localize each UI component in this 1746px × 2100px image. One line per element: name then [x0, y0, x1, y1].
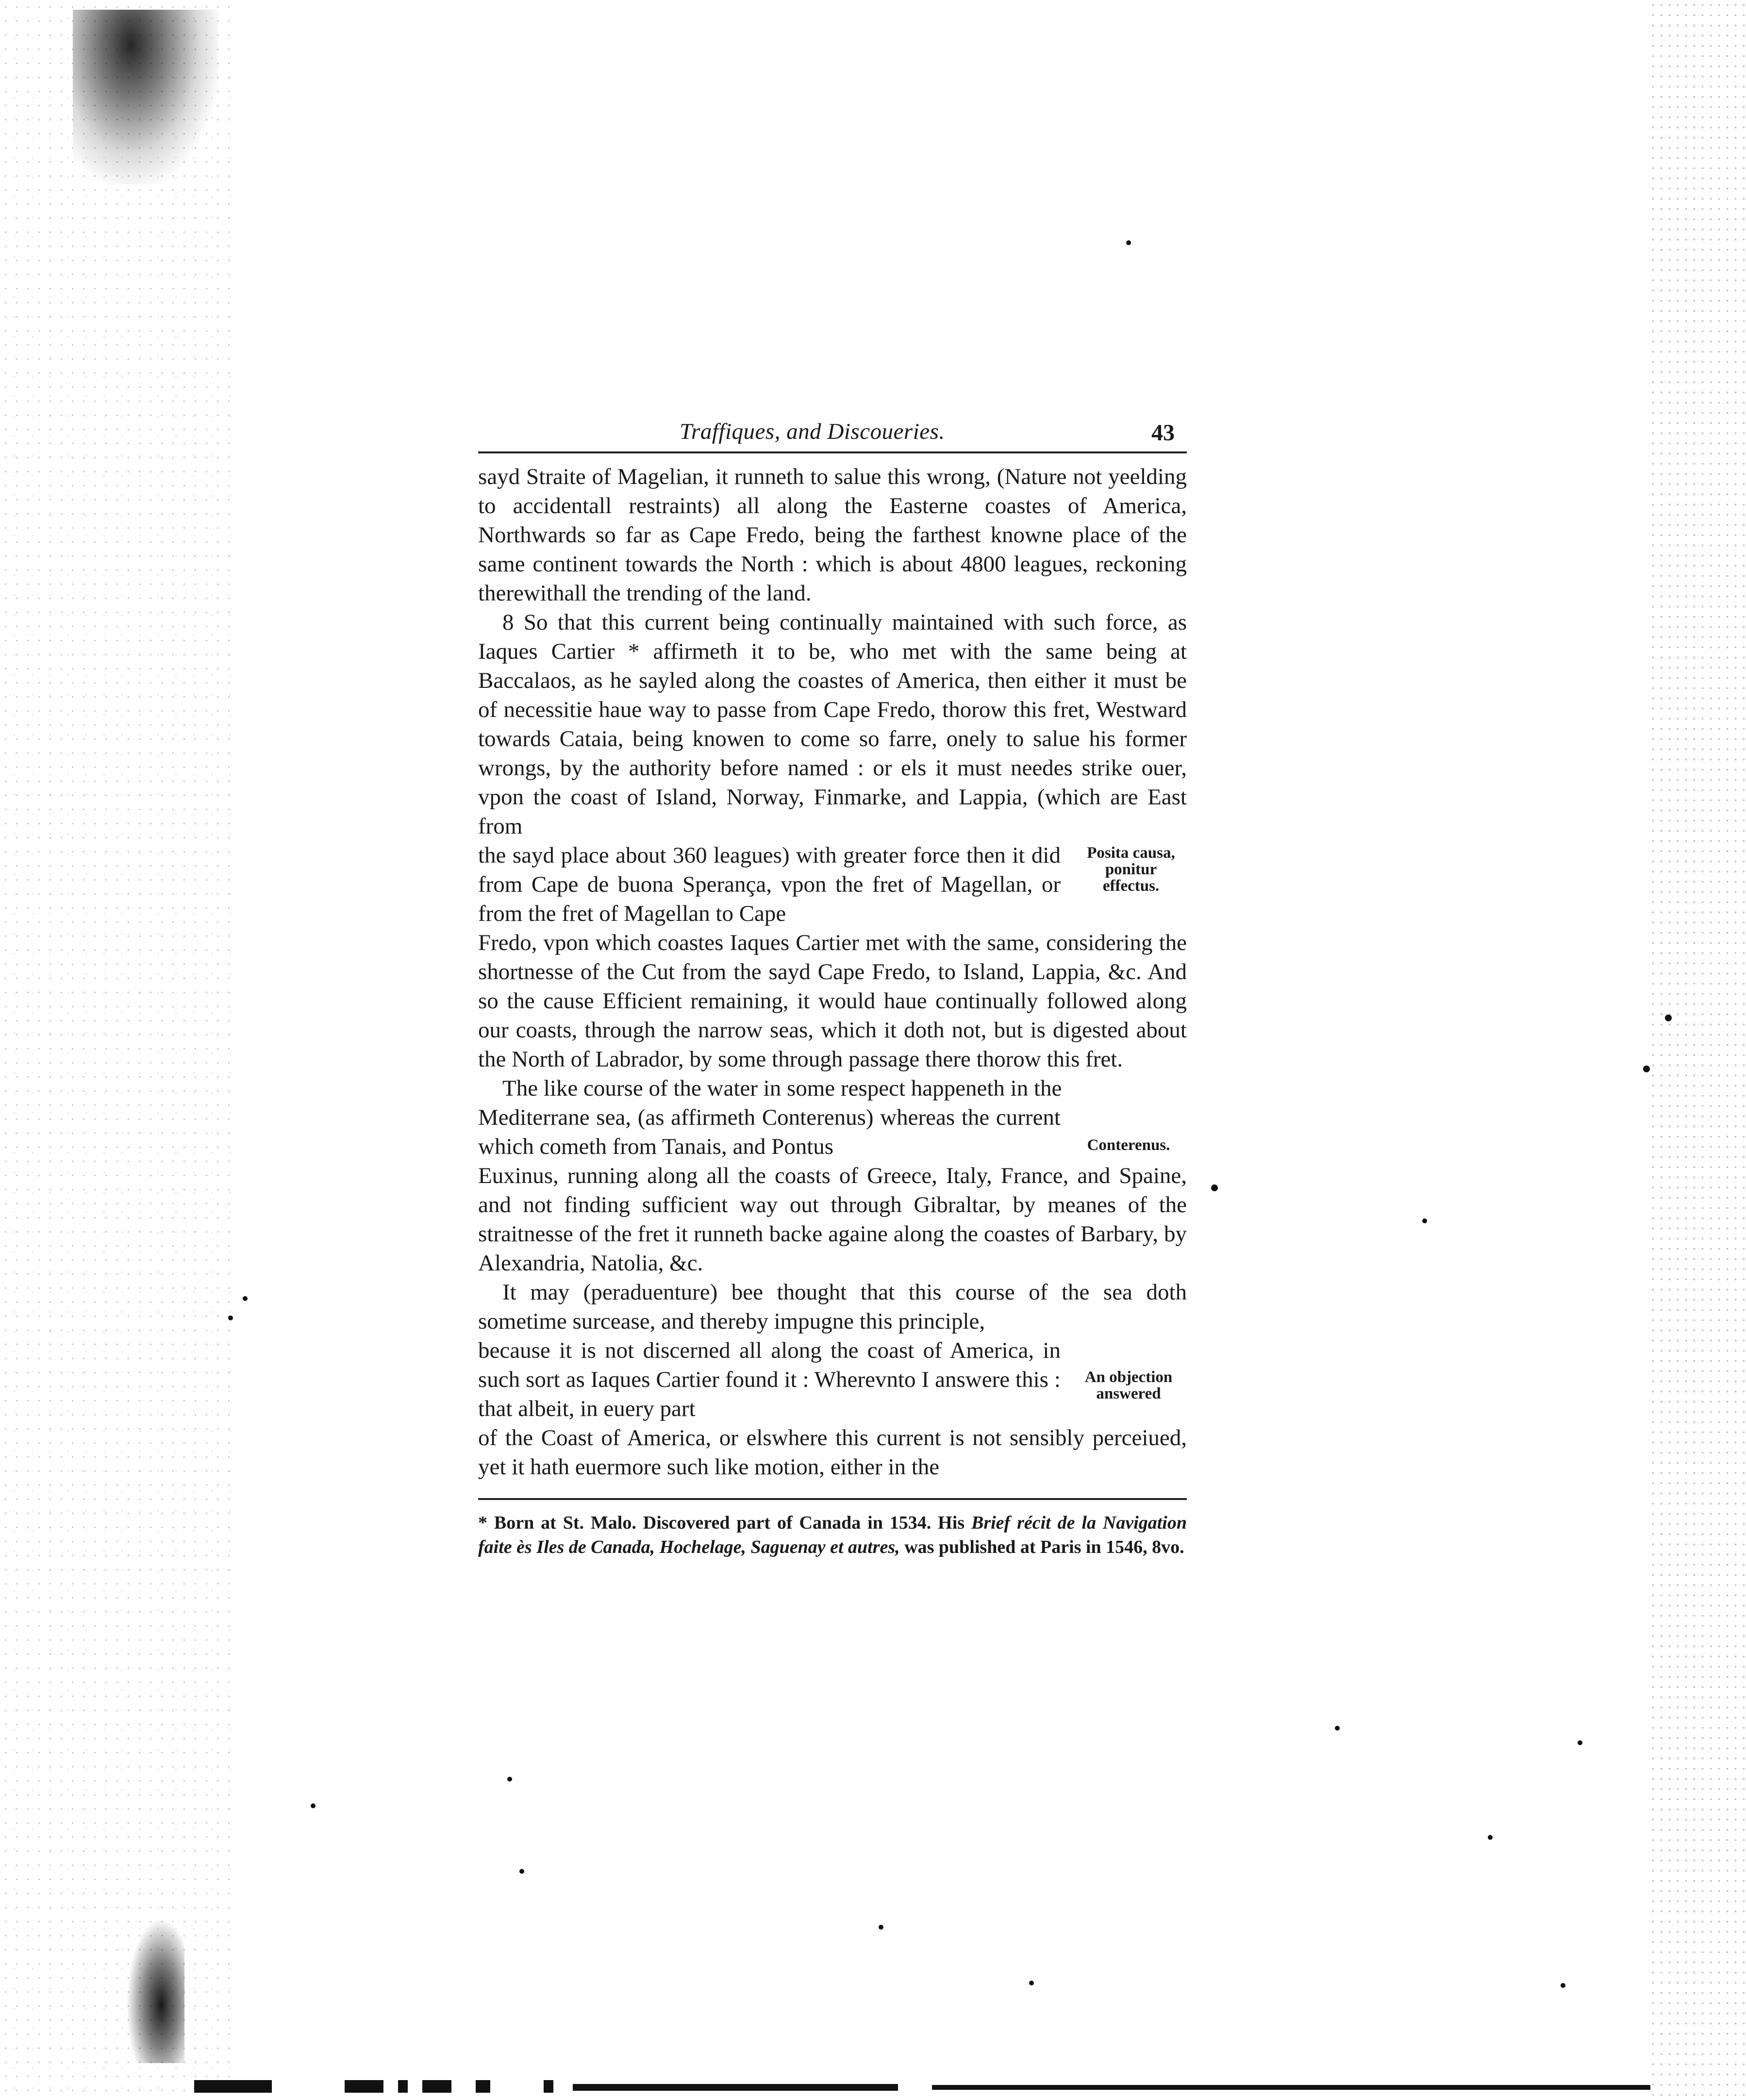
speck — [1211, 1184, 1218, 1191]
scan-smudge-bottom-left — [126, 1917, 184, 2063]
speck — [879, 1925, 883, 1930]
body-text — [478, 462, 1187, 1482]
speck — [311, 1803, 316, 1808]
side-note-line: Posita causa, — [1087, 844, 1175, 862]
paragraph-8: 8 So that this current being continually maintained with such force, as Iaques Cartier * affirmeth it to be, who met with the same being at Baccalaos, as he sayled along the coastes of America, then either it must be of necessitie haue way to passe from Cape Fredo, thorow this fret, Westward towards Cataia, being knowen to come so farre, onely to salue his former wrongs, by the authority before named : or els it must needes strike ouer, vpon the coast of Island, Norway, Finmarke, and Lappia, (which are East from — [478, 610, 1187, 839]
page-number: 43 — [1151, 420, 1175, 446]
footnote-book-title: Brief récit de la Navigation faite ès Iles de Canada, Hochelage, Saguenay et autres, — [478, 1513, 1187, 1557]
speck — [519, 1869, 524, 1874]
speck — [228, 1316, 233, 1320]
running-title: Traffiques, and Discoueries. — [680, 419, 945, 444]
paragraph-8-with-side-note — [478, 841, 1187, 928]
scan-noise-left — [0, 0, 233, 2100]
scan-noise-right — [1649, 0, 1746, 2100]
footnote-rule — [478, 1498, 1187, 1500]
paragraph-mediterrane-part-c: Euxinus, running along all the coasts of Greece, Italy, France, and Spaine, and not finding sufficient way out through Gibraltar, by meanes of the straitnesse of the fret it runneth backe againe along the coastes of Barbary, by Alexandria, Natolia, &c. — [478, 1163, 1187, 1276]
speck — [1126, 240, 1131, 245]
side-note-conterenus: Conterenus. — [1087, 1136, 1170, 1154]
paragraph-mediterrane-part-b: Mediterrane sea, (as affirmeth Conterenus) whereas the current which cometh from Tanais, and Pontus — [478, 1105, 1061, 1159]
paragraph-objection-part-c: of the Coast of America, or elswhere this current is not sensibly perceiued, yet it hath euermore such like motion, either in the — [478, 1425, 1187, 1480]
side-note-objection — [1065, 1369, 1192, 1402]
speck — [243, 1296, 248, 1301]
paragraph-mediterrane: The like course of the water in some respect happeneth in the — [502, 1076, 1062, 1101]
paragraph-8-part-c: Fredo, vpon which coastes Iaques Cartier met with the same, considering the shortnesse of the Cut from the sayd Cape Fredo, to Island, Lappia, &c. And so the cause Efficient remaining, it would haue continually followed along our coasts, through the narrow seas, which it doth not, but is digested about the North of Labrador, by some through passage there thorow this fret. — [478, 930, 1187, 1072]
running-head — [478, 417, 1187, 453]
speck — [1422, 1218, 1427, 1223]
paragraph-continued: sayd Straite of Magelian, it runneth to salue this wrong, (Nature not yeelding to accidentall restraints) all along the Easterne coastes of America, Northwards so far as Cape Fredo, being the farthest knowne place of the same continent towards the North : which is about 4800 leagues, reckoning therewithall the trending of the land. — [478, 464, 1187, 606]
speck — [507, 1777, 512, 1782]
speck — [1561, 1983, 1565, 1988]
paragraph-8-part-b: the sayd place about 360 leagues) with greater force then it did from Cape de buona Sperança, vpon the fret of Magellan, or from the fret of Magellan to Cape — [478, 843, 1061, 926]
paragraph-objection-with-side-note — [478, 1336, 1187, 1423]
scan-smudge-top-left — [73, 10, 218, 184]
book-page — [478, 417, 1187, 1559]
paragraph-objection-part-b: because it is not discerned all along the coast of America, in such sort as Iaques Cartier found it : Wherevnto I answere this : that albeit, in euery part — [478, 1338, 1061, 1421]
side-note-line: answered — [1096, 1385, 1161, 1402]
side-note-line: ponitur — [1105, 861, 1157, 878]
paragraph-objection: It may (peraduenture) bee thought that this course of the sea doth sometime surcease, and thereby impugne this principle, — [478, 1280, 1187, 1334]
speck — [1029, 1981, 1034, 1985]
side-note-line: An objection — [1084, 1368, 1173, 1386]
speck — [1335, 1726, 1340, 1731]
paragraph-mediterrane-with-side-note — [478, 1103, 1187, 1161]
speck — [1578, 1740, 1582, 1745]
footnote-text-end: was published at Paris in 1546, 8vo. — [899, 1537, 1184, 1557]
side-note-line: effectus. — [1102, 877, 1160, 895]
speck — [1488, 1835, 1493, 1840]
footnote-text: * Born at St. Malo. Discovered part of Canada in 1534. His — [478, 1513, 971, 1533]
speck — [1665, 1015, 1672, 1021]
speck — [1643, 1066, 1650, 1072]
footnote — [478, 1511, 1187, 1559]
scan-edge-bars — [194, 2080, 1650, 2095]
side-note-posita-causa — [1073, 845, 1189, 894]
